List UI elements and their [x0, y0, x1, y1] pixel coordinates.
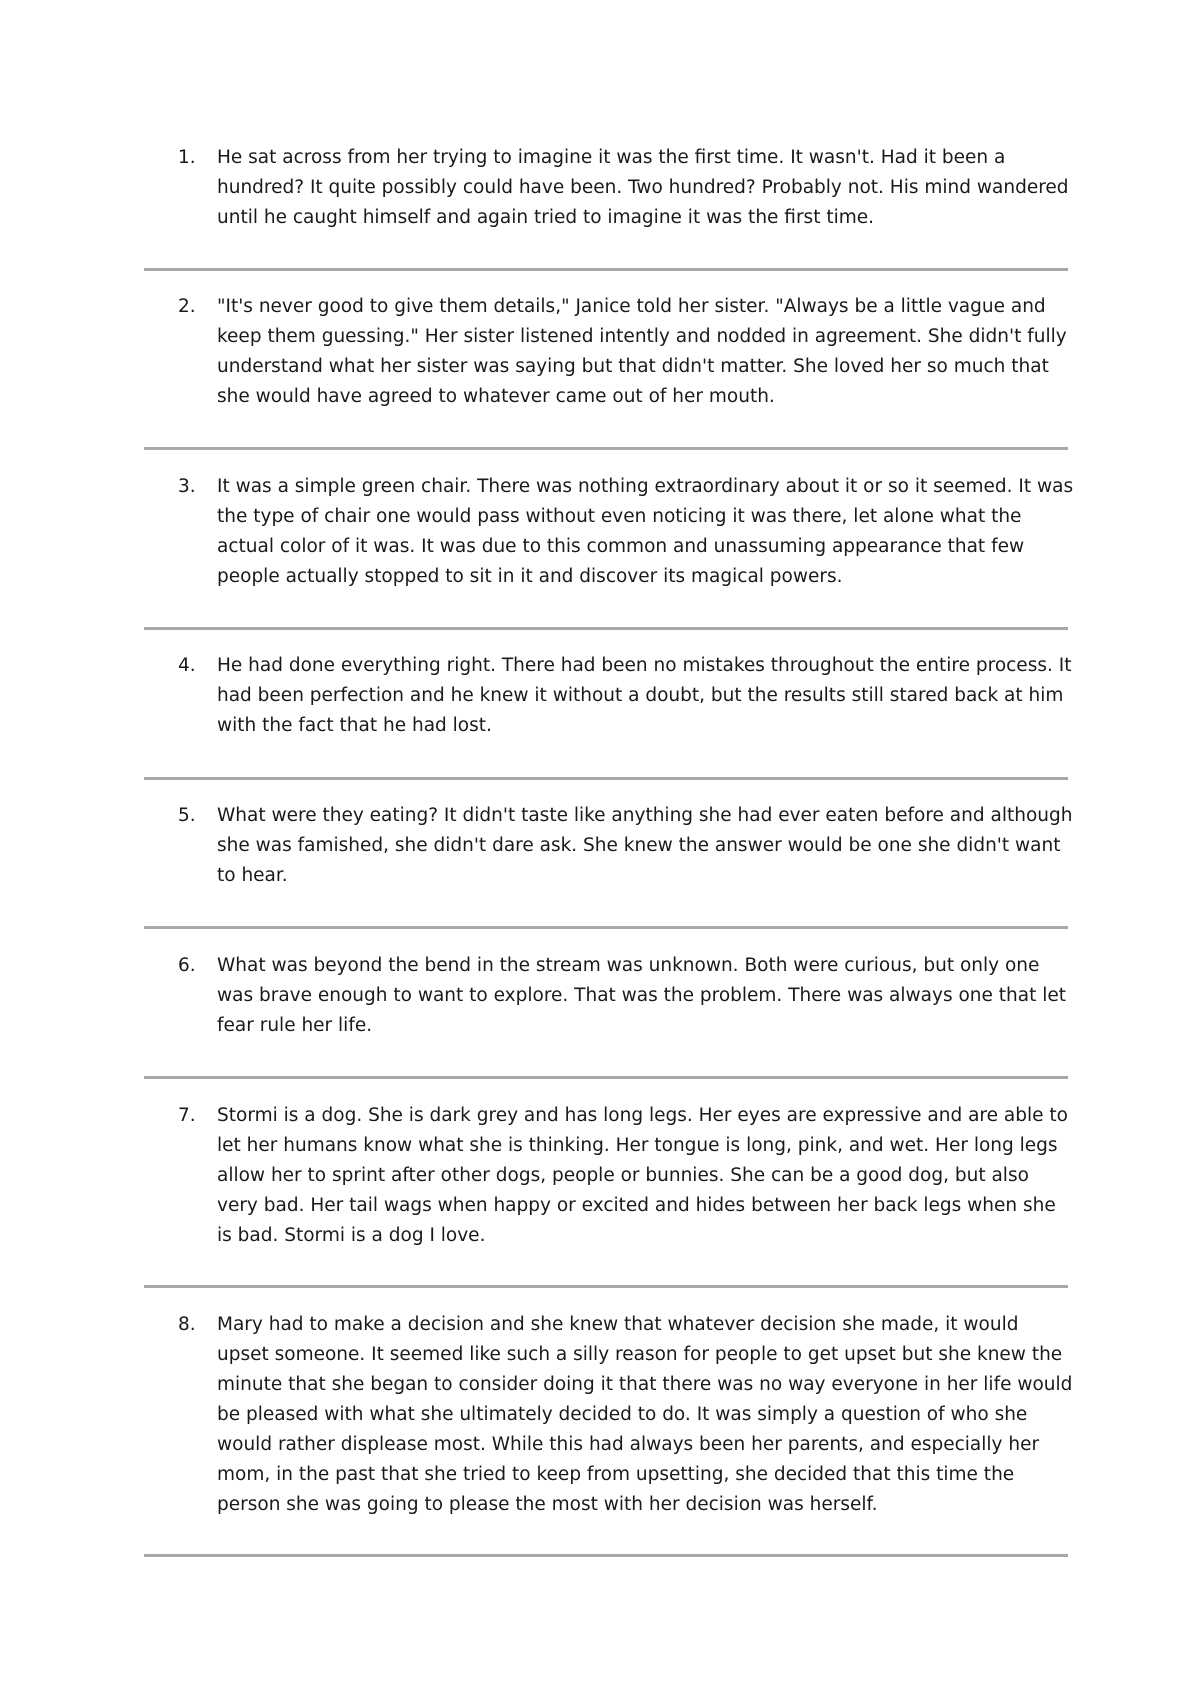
divider [144, 777, 1068, 780]
divider [144, 1285, 1068, 1288]
divider [144, 627, 1068, 630]
item-paragraph: Stormi is a dog. She is dark grey and has long legs. Her eyes are expressive and are able to let her humans know what she is thinking. Her tongue is long, pink, and wet. Her long legs allow her to sprint after other dogs, people or bunnies. She can be a good dog, but also very bad. Her tail wags when happy or excited and hides between her back legs when she is bad. Stormi is a dog I love. [217, 1105, 1068, 1246]
item-number: 4. [178, 655, 196, 676]
item-number: 1. [178, 147, 196, 168]
divider [144, 447, 1068, 450]
item-number: 5. [178, 805, 196, 826]
divider [144, 1554, 1068, 1557]
item-paragraph: It was a simple green chair. There was nothing extraordinary about it or so it seemed. It was the type of chair one would pass without even noticing it was there, let alone what the actual color of it was. It was due to this common and unassuming appearance that few people actually stopped to sit in it and discover its magical powers. [217, 476, 1074, 587]
item-paragraph: What were they eating? It didn't taste like anything she had ever eaten before and although she was famished, she didn't dare ask. She knew the answer would be one she didn't want to hear. [217, 805, 1073, 886]
item-number: 3. [178, 476, 196, 497]
item-paragraph: He had done everything right. There had been no mistakes throughout the entire process. It had been perfection and he knew it without a doubt, but the results still stared back at him with the fact that he had lost. [217, 655, 1072, 736]
item-number: 7. [178, 1105, 196, 1126]
item-number: 8. [178, 1314, 196, 1335]
item-paragraph: He sat across from her trying to imagine it was the first time. It wasn't. Had it been a hundred? It quite possibly could have been. Two hundred? Probably not. His mind wandered until he caught himself and again tried to imagine it was the first time. [217, 147, 1069, 228]
divider [144, 1076, 1068, 1079]
divider [144, 926, 1068, 929]
item-paragraph: Mary had to make a decision and she knew that whatever decision she made, it would upset someone. It seemed like such a silly reason for people to get upset but she knew the minute that she began to consider doing it that there was no way everyone in her life would be pleased with what she ultimately decided to do. It was simply a question of who she would rather displease most. While this had always been her parents, and especially her mom, in the past that she tried to keep from upsetting, she decided that this time the person she was going to please the most with her decision was herself. [217, 1314, 1073, 1515]
item-paragraph: What was beyond the bend in the stream was unknown. Both were curious, but only one was brave enough to want to explore. That was the problem. There was always one that let fear rule her life. [217, 955, 1066, 1036]
item-paragraph: "It's never good to give them details," Janice told her sister. "Always be a little vague and keep them guessing." Her sister listened intently and nodded in agreement. She didn't fully understand what her sister was saying but that didn't matter. She loved her so much that she would have agreed to whatever came out of her mouth. [217, 296, 1067, 407]
item-number: 6. [178, 955, 196, 976]
item-number: 2. [178, 296, 196, 317]
divider [144, 268, 1068, 271]
